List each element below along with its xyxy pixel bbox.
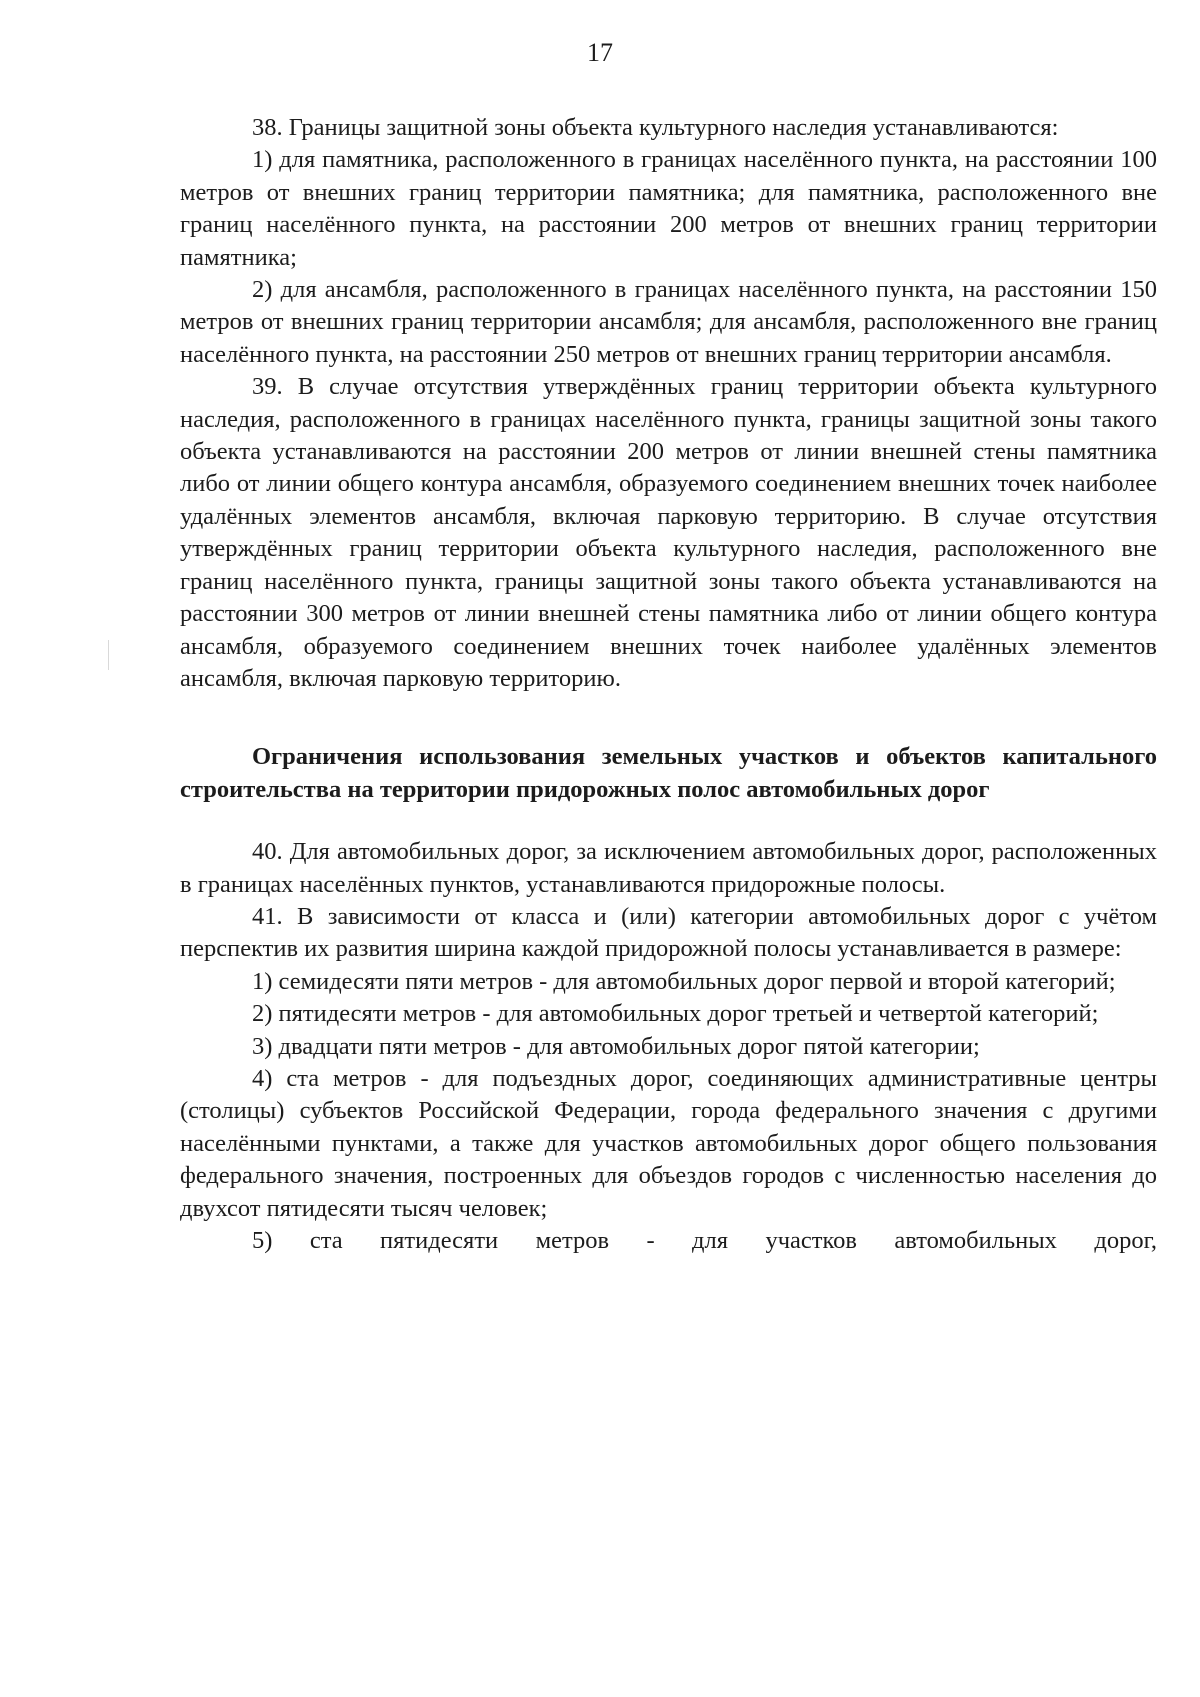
paragraph-41-item-5: 5) ста пятидесяти метров - для участков автомобильных дорог, bbox=[252, 1227, 1157, 1254]
paragraph-41-item-3: 3) двадцати пяти метров - для автомобильных дорог пятой категории; bbox=[252, 1032, 980, 1060]
document-body bbox=[180, 112, 1157, 1257]
paragraph-41-item-1: 1) семидесяти пяти метров - для автомобильных дорог первой и второй категорий; bbox=[252, 967, 1116, 995]
page-number: 17 bbox=[587, 38, 613, 67]
paragraph-38-item-2: 2) для ансамбля, расположенного в границах населённого пункта, на расстоянии 150 метров от внешних границ территории ансамбля; для ансамбля, расположенного вне границ населённого пункта, на расстоянии 250 метров от внешних границ территории ансамбля. bbox=[180, 276, 1157, 368]
paragraph-40: 40. Для автомобильных дорог, за исключением автомобильных дорог, расположенных в границах населённых пунктов, устанавливаются придорожные полосы. bbox=[180, 838, 1157, 898]
paragraph-39: 39. В случае отсутствия утверждённых границ территории объекта культурного наследия, расположенного в границах населённого пункта, границы защитной зоны такого объекта устанавливаются на расстоянии 200 метров от линии внешней стены памятника либо от линии общего контура ансамбля, образуемого соединением внешних точек наиболее удалённых элементов ансамбля, включая парковую территорию. В случае отсутствия утверждённых границ территории объекта культурного наследия, расположенного вне границ населённого пункта, границы защитной зоны такого объекта устанавливаются на расстоянии 300 метров от линии внешней стены памятника либо от линии общего контура ансамбля, образуемого соединением внешних точек наиболее удалённых элементов ансамбля, включая парковую территорию. bbox=[180, 373, 1157, 692]
paragraph-41-item-4: 4) ста метров - для подъездных дорог, соединяющих административные центры (столицы) субъектов Российской Федерации, города федерального значения с другими населёнными пунктами, а также для участков автомобильных дорог общего пользования федерального значения, построенных для объездов городов с численностью населения до двухсот пятидесяти тысяч человек; bbox=[180, 1064, 1157, 1222]
paragraph-41-item-2: 2) пятидесяти метров - для автомобильных дорог третьей и четвертой категорий; bbox=[252, 1000, 1099, 1028]
paragraph-38: 38. Границы защитной зоны объекта культурного наследия устанавливаются: bbox=[252, 114, 1059, 141]
paragraph-38-item-1: 1) для памятника, расположенного в границах населённого пункта, на расстоянии 100 метров от внешних границ территории памятника; для памятника, расположенного вне границ населённого пункта, на расстоянии 200 метров от внешних границ территории памятника; bbox=[180, 146, 1157, 271]
section-heading: Ограничения использования земельных участков и объектов капитального строительства на территории придорожных полос автомобильных дорог bbox=[180, 743, 1157, 803]
paragraph-41: 41. В зависимости от класса и (или) категории автомобильных дорог с учётом перспектив их развития ширина каждой придорожной полосы устанавливается в размере: bbox=[180, 902, 1157, 963]
scan-margin-mark bbox=[108, 640, 109, 670]
